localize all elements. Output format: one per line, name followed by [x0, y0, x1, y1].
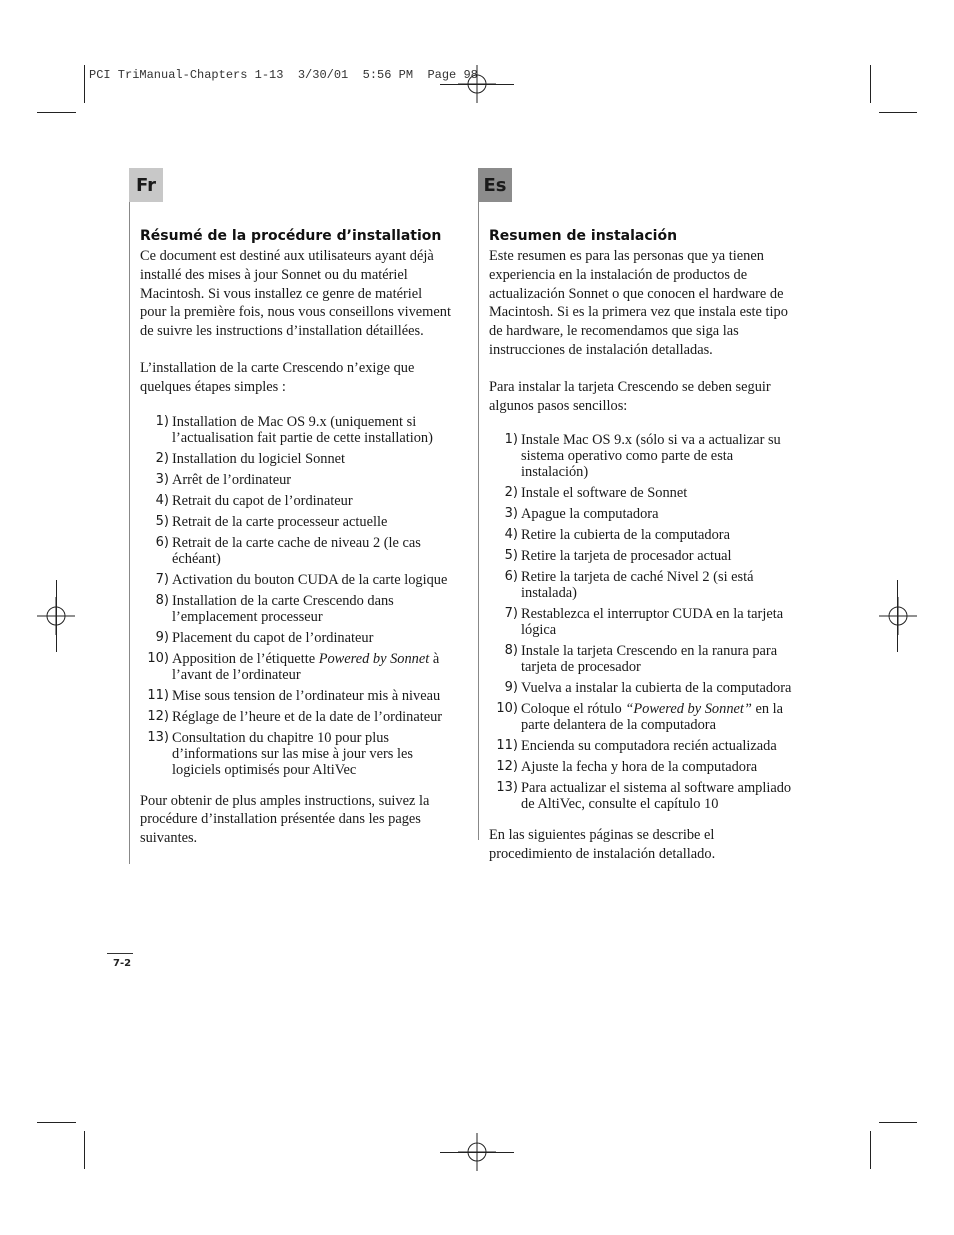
lead-paragraph: L’installation de la carte Crescendo n’exige que quelques étapes simples :: [140, 359, 415, 395]
column-rule: [129, 202, 130, 864]
list-item: 9) Vuelva a instalar la cubierta de la computadora: [504, 680, 792, 697]
crop-mark: [440, 84, 514, 85]
crop-mark: [84, 1131, 85, 1169]
section-heading: Resumen de instalación: [489, 228, 678, 244]
list-item: 4) Retrait du capot de l’ordinateur: [155, 492, 353, 509]
list-item: 4) Retire la cubierta de la computadora: [504, 527, 730, 544]
language-tab-fr: Fr: [129, 168, 163, 202]
list-item: 11) Encienda su computadora recién actualizada: [496, 738, 777, 755]
list-item: 13) Para actualizar el sistema al software ampliado de AltiVec, consulte el capítulo 10: [496, 780, 792, 813]
list-item: 7) Restablezca el interruptor CUDA en la tarjeta lógica: [504, 606, 784, 639]
crop-mark: [879, 112, 917, 113]
crop-mark: [879, 1122, 917, 1123]
list-item: 5) Retrait de la carte processeur actuelle: [155, 513, 388, 530]
spanish-column: [489, 227, 801, 864]
list-item: 7) Activation du bouton CUDA de la carte logique: [155, 571, 448, 588]
crop-mark: [440, 1152, 514, 1153]
footer-rule: [107, 953, 133, 954]
outro-paragraph: Pour obtenir de plus amples instructions, suivez la procédure d’installation présentée dans les pages suivantes.: [140, 792, 430, 847]
list-item: 1) Instale Mac OS 9.x (sólo si va a actualizar su sistema operativo como parte de esta instalación): [504, 432, 781, 481]
printer-slug: PCI TriManual-Chapters 1-13 3/30/01 5:56 PM Page 98: [89, 68, 478, 82]
french-column: [140, 227, 452, 848]
section-heading: Résumé de la procédure d’installation: [140, 228, 442, 244]
outro-paragraph: En las siguientes páginas se describe el procedimiento de instalación detallado.: [489, 827, 716, 863]
crop-mark: [84, 65, 85, 103]
step-list: [140, 414, 452, 778]
crop-mark: [56, 580, 57, 652]
list-item: 8) Instale la tarjeta Crescendo en la ranura para tarjeta de procesador: [504, 643, 778, 676]
crop-mark: [870, 65, 871, 103]
list-item: 8) Installation de la carte Crescendo dans l’emplacement processeur: [155, 592, 394, 625]
list-item: 12) Réglage de l’heure et de la date de l’ordinateur: [147, 708, 443, 725]
intro-paragraph: Ce document est destiné aux utilisateurs ayant déjà installé des mises à jour Sonnet ou du matériel Macintosh. Si vous installez ce genre de matériel pour la première fois, nous vous conseillons vivement de suivre les instructions d’installation détaillées.: [140, 248, 451, 340]
intro-paragraph: Este resumen es para las personas que ya tienen experiencia en la instalación de productos de actualización Sonnet o que conocen el hardware de Macintosh. Si es la primera vez que instala este tipo de hardware, le recomendamos que siga las instrucciones de instalación detalladas.: [489, 248, 788, 358]
list-item: 6) Retrait de la carte cache de niveau 2 (le cas échéant): [155, 534, 421, 567]
list-item: 3) Arrêt de l’ordinateur: [155, 471, 292, 488]
list-item: 10) Coloque el rótulo “Powered by Sonnet” en la parte delantera de la computadora: [496, 701, 784, 734]
step-list: [489, 432, 801, 812]
list-item: 2) Installation du logiciel Sonnet: [155, 450, 346, 467]
crop-mark: [37, 1122, 76, 1123]
lead-paragraph: Para instalar la tarjeta Crescendo se deben seguir algunos pasos sencillos:: [489, 378, 771, 414]
crop-mark: [897, 580, 898, 652]
list-item: 5) Retire la tarjeta de procesador actual: [504, 548, 732, 565]
list-item: 10) Apposition de l’étiquette Powered by Sonnet à l’avant de l’ordinateur: [147, 650, 440, 683]
list-item: 6) Retire la tarjeta de caché Nivel 2 (si está instalada): [504, 569, 754, 602]
list-item: 3) Apague la computadora: [504, 506, 659, 523]
list-item: 13) Consultation du chapitre 10 pour plus d’informations sur las mise à jour vers les logiciels optimisés pour AltiVec: [147, 729, 413, 778]
list-item: 1) Installation de Mac OS 9.x (uniquement si l’actualisation fait partie de cette installation): [155, 413, 433, 446]
list-item: 12) Ajuste la fecha y hora de la computadora: [496, 759, 758, 776]
list-item: 11) Mise sous tension de l’ordinateur mis à niveau: [147, 687, 441, 704]
registration-mark-icon: [879, 597, 917, 635]
language-tab-es: Es: [478, 168, 512, 202]
list-item: 2) Instale el software de Sonnet: [504, 485, 688, 502]
crop-mark: [870, 1131, 871, 1169]
crop-mark: [37, 112, 76, 113]
column-rule: [478, 202, 479, 840]
page-number: 7-2: [113, 958, 132, 969]
list-item: 9) Placement du capot de l’ordinateur: [155, 629, 374, 646]
